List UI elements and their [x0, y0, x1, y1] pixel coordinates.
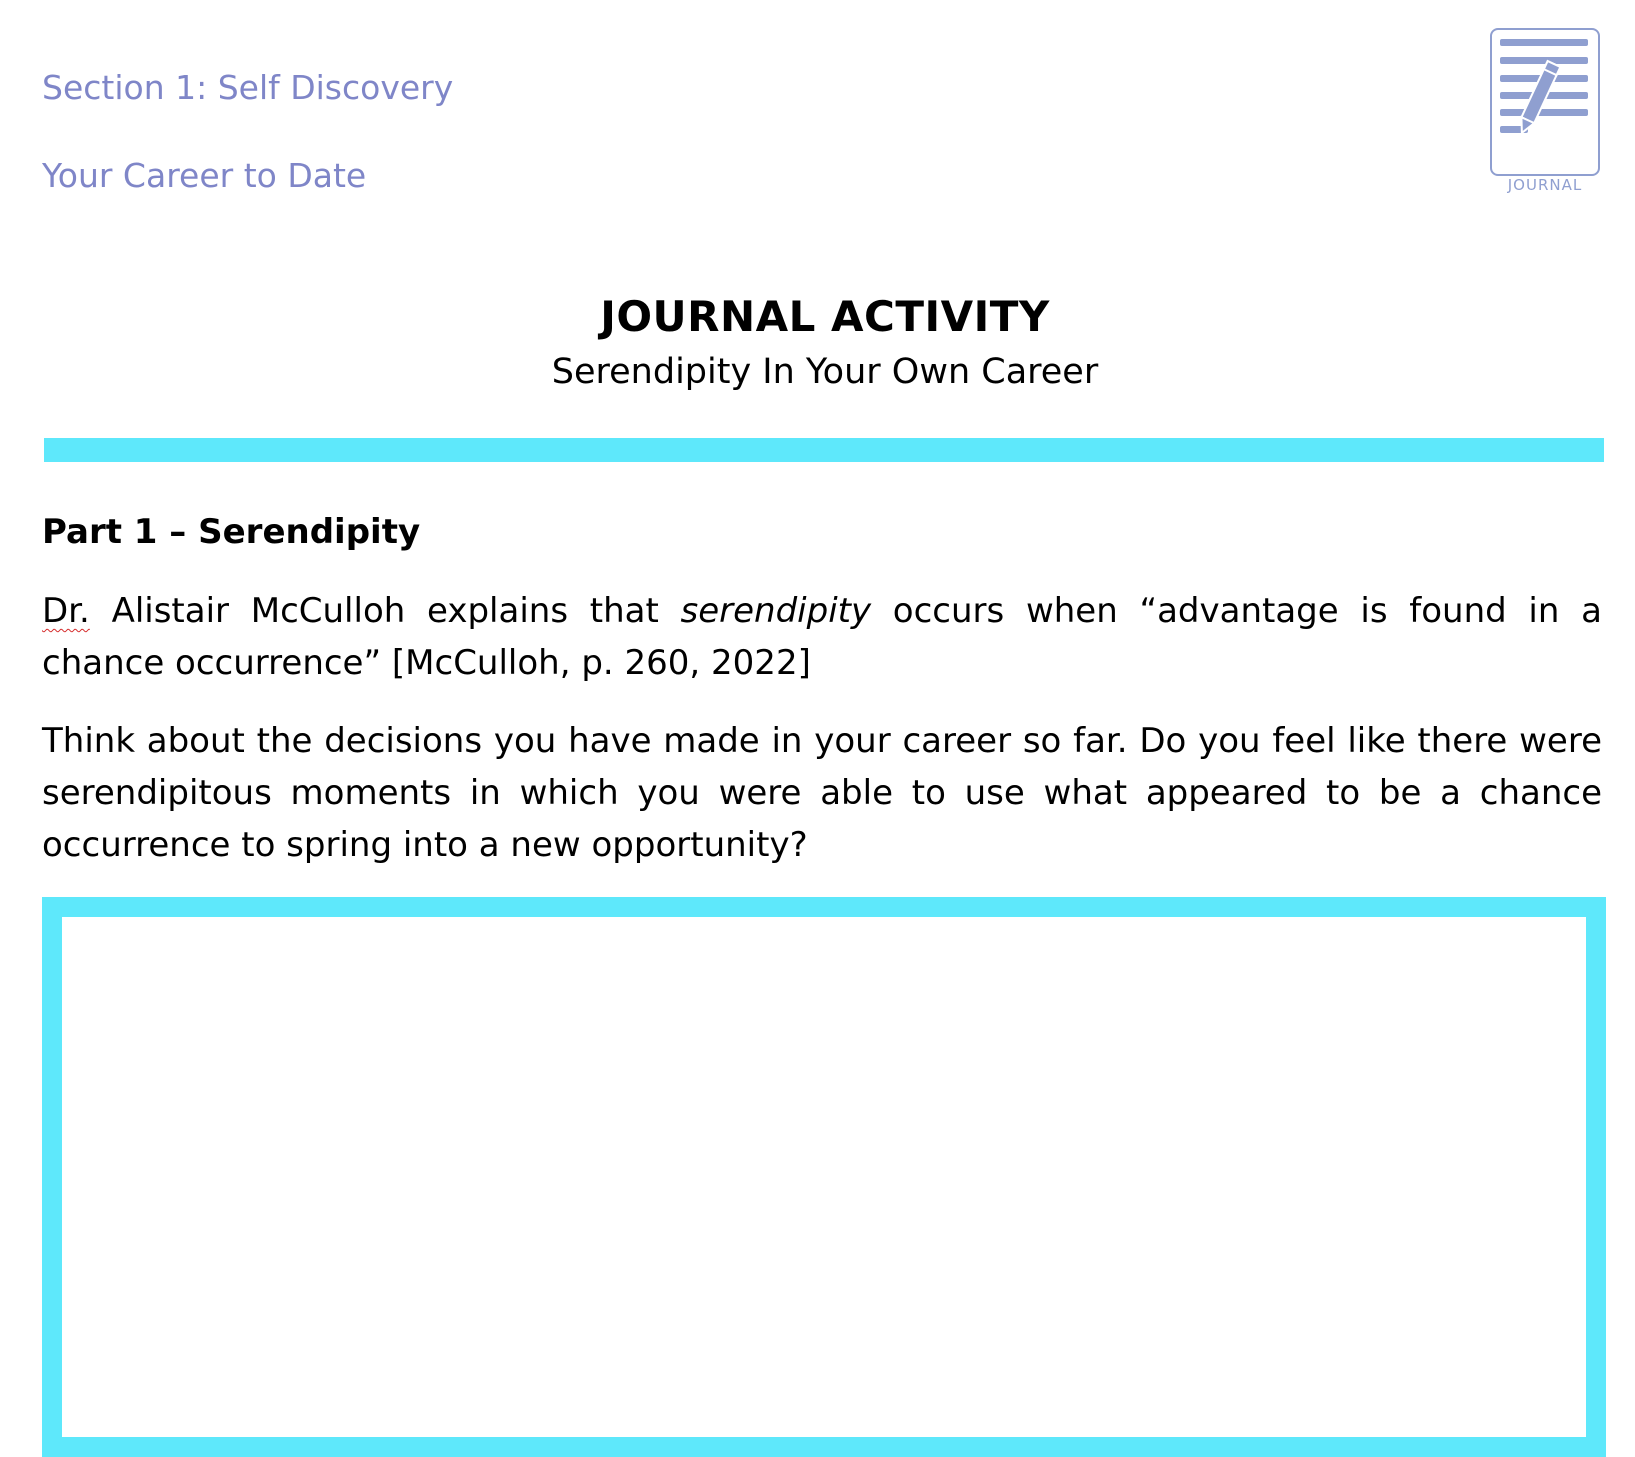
paragraph-text: Alistair McCulloh explains that	[89, 591, 681, 631]
misspelled-word[interactable]: Dr.	[42, 591, 90, 631]
divider	[44, 438, 1604, 462]
intro-paragraph	[42, 585, 1602, 689]
section-title: Section 1: Self Discovery	[42, 68, 454, 107]
page-subtitle: Serendipity In Your Own Career	[551, 352, 1099, 392]
italic-term: serendipity	[680, 591, 872, 631]
part-heading: Part 1 – Serendipity	[42, 512, 421, 552]
response-box[interactable]	[42, 897, 1606, 1457]
paragraph-text: occurs when “advantage is found in a chance occurrence” [McCulloh, p. 260, 2022]	[42, 591, 1602, 683]
prompt-paragraph: Think about the decisions you have made in your career so far. Do you feel like there were serendipitous moments in which you were able to use what appeared to be a chance occurrence to spring into a new opportunity?	[42, 721, 1602, 865]
journal-icon-label: JOURNAL	[1507, 176, 1583, 194]
journal-icon-frame	[1490, 28, 1600, 176]
journal-icon	[1490, 28, 1600, 198]
journal-lines-pencil-icon	[1492, 30, 1598, 174]
page-title: JOURNAL ACTIVITY	[600, 292, 1050, 341]
section-subtitle: Your Career to Date	[42, 156, 367, 195]
